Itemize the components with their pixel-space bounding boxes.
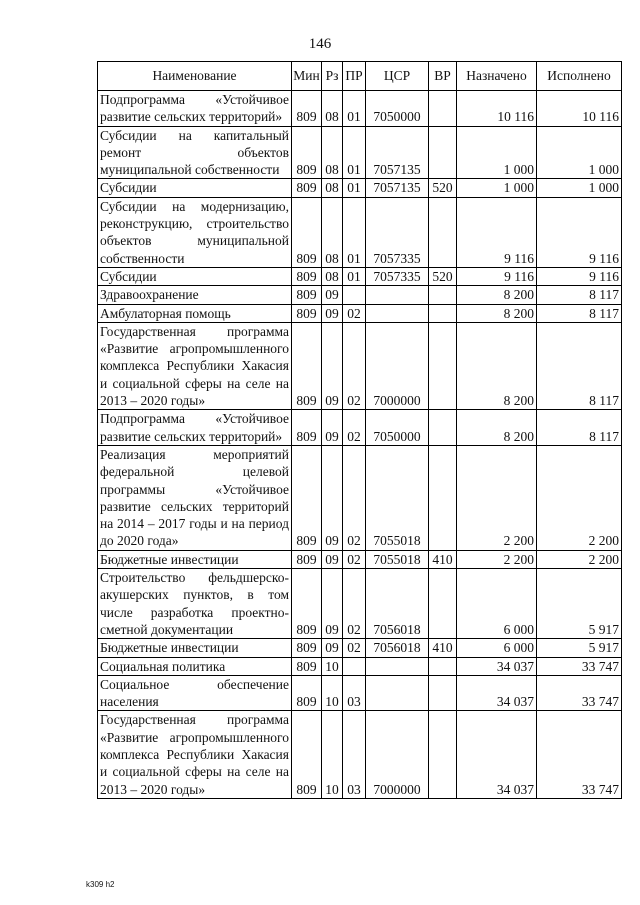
- table-row: [98, 410, 622, 446]
- cell-min: 809: [292, 197, 322, 267]
- cell-csr: [366, 286, 429, 304]
- cell-csr: 7055018: [366, 550, 429, 568]
- cell-executed: 9 116: [537, 197, 622, 267]
- cell-name: Субсидии на модернизацию, реконструкцию, строительство объектов муниципальной собственности: [98, 197, 292, 267]
- cell-executed: 8 117: [537, 304, 622, 322]
- cell-assigned: 8 200: [457, 286, 537, 304]
- cell-vr: [429, 91, 457, 127]
- cell-pr: 02: [343, 569, 366, 639]
- cell-vr: [429, 711, 457, 798]
- cell-min: 809: [292, 639, 322, 657]
- cell-csr: 7057335: [366, 197, 429, 267]
- cell-rz: 10: [322, 675, 343, 711]
- cell-assigned: 8 200: [457, 322, 537, 409]
- cell-vr: [429, 445, 457, 550]
- cell-csr: 7057135: [366, 126, 429, 179]
- cell-csr: 7057135: [366, 179, 429, 197]
- cell-name: Социальное обеспечение населения: [98, 675, 292, 711]
- cell-pr: 02: [343, 304, 366, 322]
- header-name: Наименование: [98, 62, 292, 91]
- cell-vr: 410: [429, 639, 457, 657]
- cell-name: Субсидии на капитальный ремонт объектов муниципальной собственности: [98, 126, 292, 179]
- cell-executed: 2 200: [537, 445, 622, 550]
- cell-executed: 8 117: [537, 286, 622, 304]
- table-row: [98, 197, 622, 267]
- header-vr: ВР: [429, 62, 457, 91]
- cell-rz: 08: [322, 197, 343, 267]
- cell-csr: 7057335: [366, 267, 429, 285]
- cell-name: Амбулаторная помощь: [98, 304, 292, 322]
- cell-rz: 08: [322, 91, 343, 127]
- cell-executed: 5 917: [537, 569, 622, 639]
- cell-executed: 5 917: [537, 639, 622, 657]
- cell-pr: [343, 286, 366, 304]
- table-row: [98, 550, 622, 568]
- header-executed: Исполнено: [537, 62, 622, 91]
- cell-vr: [429, 410, 457, 446]
- cell-csr: 7000000: [366, 711, 429, 798]
- cell-name: Государственная программа «Развитие агропромышленного комплекса Республики Хакасия и социальной сферы на селе на 2013 – 2020 годы»: [98, 711, 292, 798]
- cell-vr: 520: [429, 179, 457, 197]
- cell-csr: 7050000: [366, 410, 429, 446]
- cell-vr: [429, 126, 457, 179]
- cell-assigned: 6 000: [457, 639, 537, 657]
- cell-name: Подпрограмма «Устойчивое развитие сельских территорий»: [98, 410, 292, 446]
- cell-assigned: 34 037: [457, 711, 537, 798]
- cell-pr: 02: [343, 445, 366, 550]
- cell-min: 809: [292, 657, 322, 675]
- table-row: [98, 711, 622, 798]
- cell-rz: 10: [322, 657, 343, 675]
- cell-name: Подпрограмма «Устойчивое развитие сельских территорий»: [98, 91, 292, 127]
- cell-csr: 7000000: [366, 322, 429, 409]
- table-row: [98, 639, 622, 657]
- cell-vr: [429, 675, 457, 711]
- cell-pr: 02: [343, 550, 366, 568]
- cell-rz: 09: [322, 286, 343, 304]
- cell-rz: 09: [322, 304, 343, 322]
- cell-min: 809: [292, 126, 322, 179]
- cell-executed: 2 200: [537, 550, 622, 568]
- cell-assigned: 1 000: [457, 126, 537, 179]
- cell-min: 809: [292, 550, 322, 568]
- cell-min: 809: [292, 445, 322, 550]
- cell-pr: 01: [343, 179, 366, 197]
- cell-assigned: 1 000: [457, 179, 537, 197]
- cell-min: 809: [292, 322, 322, 409]
- cell-pr: 01: [343, 197, 366, 267]
- table-row: [98, 126, 622, 179]
- cell-rz: 10: [322, 711, 343, 798]
- table-row: [98, 569, 622, 639]
- cell-executed: 8 117: [537, 322, 622, 409]
- budget-table: [97, 61, 622, 799]
- cell-executed: 10 116: [537, 91, 622, 127]
- cell-rz: 09: [322, 322, 343, 409]
- cell-rz: 08: [322, 267, 343, 285]
- cell-vr: [429, 322, 457, 409]
- cell-csr: 7050000: [366, 91, 429, 127]
- cell-pr: 02: [343, 639, 366, 657]
- header-pr: ПР: [343, 62, 366, 91]
- cell-name: Субсидии: [98, 267, 292, 285]
- cell-executed: 1 000: [537, 126, 622, 179]
- cell-assigned: 10 116: [457, 91, 537, 127]
- cell-name: Строительство фельдшерско-акушерских пунктов, в том числе разработка проектно-сметной документации: [98, 569, 292, 639]
- table-header-row: [98, 62, 622, 91]
- cell-csr: 7056018: [366, 569, 429, 639]
- cell-executed: 8 117: [537, 410, 622, 446]
- cell-pr: 03: [343, 675, 366, 711]
- cell-pr: 03: [343, 711, 366, 798]
- cell-name: Бюджетные инвестиции: [98, 550, 292, 568]
- cell-assigned: 2 200: [457, 550, 537, 568]
- cell-assigned: 8 200: [457, 410, 537, 446]
- cell-vr: 410: [429, 550, 457, 568]
- cell-min: 809: [292, 304, 322, 322]
- cell-csr: 7056018: [366, 639, 429, 657]
- cell-csr: [366, 675, 429, 711]
- cell-assigned: 34 037: [457, 675, 537, 711]
- cell-vr: [429, 286, 457, 304]
- cell-min: 809: [292, 267, 322, 285]
- cell-name: Реализация мероприятий федеральной целевой программы «Устойчивое развитие сельских территорий на 2014 – 2017 годы и на период до 2020 года»: [98, 445, 292, 550]
- cell-min: 809: [292, 675, 322, 711]
- cell-executed: 33 747: [537, 657, 622, 675]
- cell-rz: 09: [322, 445, 343, 550]
- cell-pr: 01: [343, 126, 366, 179]
- cell-executed: 33 747: [537, 675, 622, 711]
- table-row: [98, 657, 622, 675]
- cell-rz: 08: [322, 126, 343, 179]
- cell-vr: 520: [429, 267, 457, 285]
- cell-assigned: 8 200: [457, 304, 537, 322]
- cell-csr: [366, 657, 429, 675]
- cell-name: Здравоохранение: [98, 286, 292, 304]
- header-min: Мин: [292, 62, 322, 91]
- cell-name: Государственная программа «Развитие агропромышленного комплекса Республики Хакасия и социальной сферы на селе на 2013 – 2020 годы»: [98, 322, 292, 409]
- table-row: [98, 267, 622, 285]
- cell-executed: 1 000: [537, 179, 622, 197]
- cell-rz: 09: [322, 639, 343, 657]
- table-row: [98, 445, 622, 550]
- cell-pr: 02: [343, 322, 366, 409]
- cell-assigned: 9 116: [457, 267, 537, 285]
- cell-executed: 33 747: [537, 711, 622, 798]
- cell-min: 809: [292, 91, 322, 127]
- cell-name: Субсидии: [98, 179, 292, 197]
- header-rz: Рз: [322, 62, 343, 91]
- cell-rz: 09: [322, 569, 343, 639]
- cell-pr: 01: [343, 91, 366, 127]
- cell-min: 809: [292, 286, 322, 304]
- cell-vr: [429, 569, 457, 639]
- cell-assigned: 34 037: [457, 657, 537, 675]
- cell-assigned: 2 200: [457, 445, 537, 550]
- cell-csr: 7055018: [366, 445, 429, 550]
- cell-pr: 02: [343, 410, 366, 446]
- footer-note: k309 h2: [86, 880, 115, 889]
- cell-name: Социальная политика: [98, 657, 292, 675]
- cell-min: 809: [292, 179, 322, 197]
- cell-vr: [429, 197, 457, 267]
- cell-rz: 09: [322, 550, 343, 568]
- page-number: 146: [308, 36, 332, 52]
- cell-min: 809: [292, 410, 322, 446]
- cell-pr: 01: [343, 267, 366, 285]
- table-row: [98, 675, 622, 711]
- cell-vr: [429, 657, 457, 675]
- header-csr: ЦСР: [366, 62, 429, 91]
- table-body: [98, 91, 622, 799]
- table-row: [98, 91, 622, 127]
- cell-rz: 09: [322, 410, 343, 446]
- header-assigned: Назначено: [457, 62, 537, 91]
- cell-assigned: 6 000: [457, 569, 537, 639]
- table-row: [98, 304, 622, 322]
- table-row: [98, 322, 622, 409]
- cell-rz: 08: [322, 179, 343, 197]
- cell-csr: [366, 304, 429, 322]
- cell-vr: [429, 304, 457, 322]
- cell-pr: [343, 657, 366, 675]
- cell-assigned: 9 116: [457, 197, 537, 267]
- cell-min: 809: [292, 569, 322, 639]
- table-row: [98, 179, 622, 197]
- table-row: [98, 286, 622, 304]
- cell-name: Бюджетные инвестиции: [98, 639, 292, 657]
- cell-executed: 9 116: [537, 267, 622, 285]
- cell-min: 809: [292, 711, 322, 798]
